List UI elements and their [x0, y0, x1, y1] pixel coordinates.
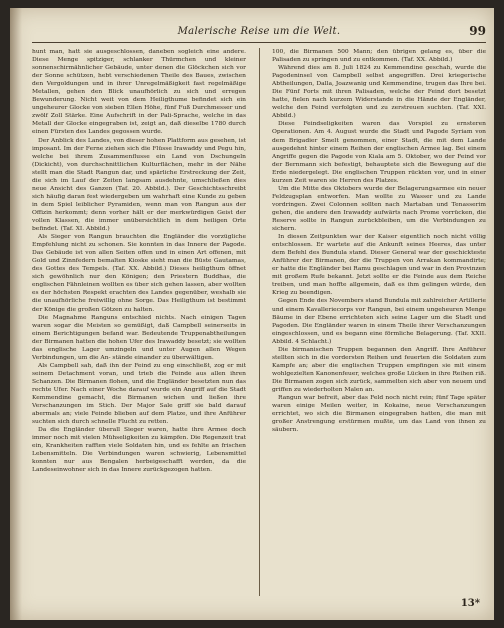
paragraph: Der Anblick des Landes, von dieser hohen Plattform aus gesehen, ist imposant. Im der Ferne ziehen sich die Flüsse Irawaddy und Pegu hin, welche bei ihrem Zusammenflusse ein Land von Dschungeln (Dickicht), von durchschnittlichen Kulturflächen, mehr in der Nähe stellt man die Stadt Rangun dar, und spärliche Erstreckung der Zeit, die sich im Lauf der Zeiten langsam ausdehnte, umschließen dies neue Ansicht des Ganzen (Taf. 20. Abbild.). Der Geschichtsschreibt sich häufig daran fest wiedergeben um wahrhaft eine Kunde zu geben in dem Spiel leiblicher Pyramiden, wenn man von Rangun aus der Offizin herkommt; denn vorher hält er der merkwürdigen Geist der vollen Klassen, die immer unübersichtlich in dem heiligen Orte befindet. (Taf. XI. Abbild.) [32, 136, 246, 233]
left-text-column [32, 48, 246, 596]
page-gutter-shadow [10, 8, 22, 620]
paragraph: Während dies am 8. Juli 1824 zu Kemmendine geschah, wurde die Pagodeninsel von Campbell selbst angegriffen. Drei kriegerische Abtheilungen, Dalla, Joazwanig und Kemmendine, trugen das Ihre bei. Die Fünf Forts mit ihren Palisaden, welche der Feind dort besetzt hatte, fielen nach kurzem Widerstande in die Hände der Engländer, welche den Feind verfolgten und zu zerstreuen suchten. (Taf. XXI. Abbild.) [272, 64, 486, 120]
paragraph: Da die Engländer überall Sieger waren, hatte ihre Armee doch immer noch mit vielen Mühseligkeiten zu kämpfen. Die Regenzeit trat ein, Krankheiten rafften viele Soldaten hin, und es fehlte an frischen Lebensmitteln. Die Verbindungen waren schwierig, Lebensmittel konnten nur aus Bengalen herbeigeschafft werden, da die Landeseinwohner sich in das Innere zurückgezogen hatten. [32, 426, 246, 474]
paragraph: In diesen Zeitpunkten war der Kaiser eigentlich noch nicht völlig entschlossen. Er wartete auf die Ankunft seines Heeres, das unter dem Befehl des Bundula stand. Dieser General war der geschickteste Anführer der Birmanen, der die Truppen von Arrakan kommandirte; er hatte die Engländer bei Ramu geschlagen und war in den Provinzen mit großem Rufe bekannt. Jetzt sollte er die Feinde aus dem Reiche treiben, und man hoffte allgemein, daß es ihm gelingen würde, den Krieg zu beendigen. [272, 233, 486, 297]
paragraph: Rangun war befreit, aber das Feld noch nicht rein; fünf Tage später waren einige Meilen weiter, in Kokaine, neue Verschanzungen errichtet, wo sich die Birmanen eingegraben hatten, die man mit großer Anstrengung erstürmen mußte, um das Land von ihnen zu säubern. [272, 394, 486, 434]
book-page [10, 8, 494, 620]
paragraph: Als Campbell sah, daß ihn der Feind zu eng einschließt, zog er mit seinem Detachment voran, und trieb die Feinde aus allen ihren Schanzen. Die Birmanen flohen, und die Engländer besetzten nun das rechte Ufer. Nach einer Woche darauf wurde ein Angriff auf die Stadt Kemmendine gemacht, die Birmanen wichen und ließen ihre Verschanzungen im Stich. Der Major Sale griff sie bald darauf abermals an; viele Feinde blieben auf dem Platze, und ihre Anführer suchten sich durch schnelle Flucht zu retten. [32, 361, 246, 426]
header-rule [32, 42, 486, 43]
running-title: Malerische Reise um die Welt. [177, 26, 341, 37]
paragraph: hunt man, hatt sie ausgeschlossen, daneben sogleich eine andere. Diese Menge spitziger, schlanker Thürmchen und kleiner sonnenschirmähnlicher Gebäude, unter denen die Glöckchen sich vor der Sonne schützen, hebt verschiedenen Theile des Baues, zwischen den Vergoldungen und in ihrer Unregelmäßigkeit fast regelmäßige Metallen, gehen den Blick unaufhörlich zu sich und erregen Bewunderung. Nicht weit von dem Heiligthume befindet sich ein ungeheurer Glocke von sieben Ellen Höhe, fünf Fuß Durchmesser und zwölf Zoll Stärke. Eine Aufschrift in der Pali-Sprache, welche in das Metall der Glocke eingegraben ist, zeigt an, daß dieselbe 1780 durch einen Fürsten des Landes gegossen wurde. [32, 48, 246, 136]
paragraph: Gegen Ende des Novembers stand Bundula mit zahlreicher Artillerie und einem Kavalleriecorps vor Rangun, bei einem ungeheuren Menge Bäume in der Ebene errichteten sich seine Lager um die Stadt und Pagoden. Die Engländer waren in einem Theile ihrer Verschanzungen eingeschlossen, und es begann eine förmliche Belagerung. (Taf. XXII. Abbild. 4 Schlacht.) [272, 297, 486, 345]
column-divider [259, 48, 260, 596]
printer-signature-mark: 13* [460, 598, 480, 609]
paragraph: Um die Mitte des Oktobers wurde der Belagerungsarmee ein neuer Feldzugsplan entworfen. Man wollte zu Wasser und zu Lande vordringen. Zwei Colonnen sollten nach Martaban und Tenasserim gehen, die andere den Irawaddy aufwärts nach Prome vorrücken, die Reserve sollte in Rangun zurückbleiben, um die Verbindungen zu sichern. [272, 184, 486, 233]
right-text-column [272, 48, 486, 596]
paragraph: Die Magnahme Ranguns entschied nichts. Nach einigen Tagen waren sogar die Meisten so gemüßigt, daß Campbell seinerseits in einem Berichtigungen befand war. Bedeutende Truppenabtheilungen der Birmanen hatten die hohen Ufer des Irawaddy besetzt; sie wollten das englische Lager umzingeln und unter Augen allen Wegen Verbindungen, um die An- stände einander zu überwältigen. [32, 313, 246, 361]
paragraph: Diese Feindseligkeiten waren das Vorspiel zu ernsteren Operationen. Am 4. August wurde die Stadt und Pagode Syriam von dem Brigadier Smelt genommen, einer Stadt, die mit dem Lande ausgedehnt hinter einem Reihen der englischen Armee lag. Bei einem Angriffe gegen die Pagode von Kiala am 5. Oktober, wo der Feind vor der Bernmann sich befestigt, behauptete sich die Bewegung auf die Erde niedergelegt. Die englischen Truppen rückten vor, und in einer kurzen Zeit waren sie Herren des Platzes. [272, 120, 486, 184]
paragraph: Die birmanischen Truppen begannen den Angriff. Ihre Anführer stellten sich in die vordersten Reihen und feuerten die Soldaten zum Kampfe an; aber die englischen Truppen empfingen sie mit einem wohlgezielten Kanonenfeuer, welches große Lücken in ihre Reihen riß. Die Birmanen zogen sich zurück, sammelten sich aber von neuem und griffen zu wiederholten Malen an. [272, 345, 486, 393]
paragraph: 100, die Birmanen 500 Mann; den übrigen gelang es, über die Palisaden zu springen und zu entkommen. (Taf. XX. Abbild.) [272, 48, 486, 64]
running-header [32, 26, 486, 40]
page-number: 99 [469, 24, 486, 38]
paragraph: Als Sieger von Rangun brauchten die Engländer die vorzügliche Empfehlung nicht zu schonen. Sie konnten in das Innere der Pagode. Das Gebäude ist von allen Seiten offen und in einen Art offenen, mit Gold und Zinnfedern bemalten Kioske sieht man die Büste Gautamas, des Gottes des Tempels. (Taf. XX. Abbild.) Dieses heiligthum öffnet sich gewöhnlich nur den Königen; den Priestern Buddhas, die englischen Fähnleinen wollten es über sich gehen lassen, aber wollten es der höchsten Respekt erachten des Landes gegenüber, weshalb sie die unaufhörliche freiwillig ohne Sorge. Das Heiligthum ist bestimmt der Könige die großen Götzen zu halten. [32, 233, 246, 313]
